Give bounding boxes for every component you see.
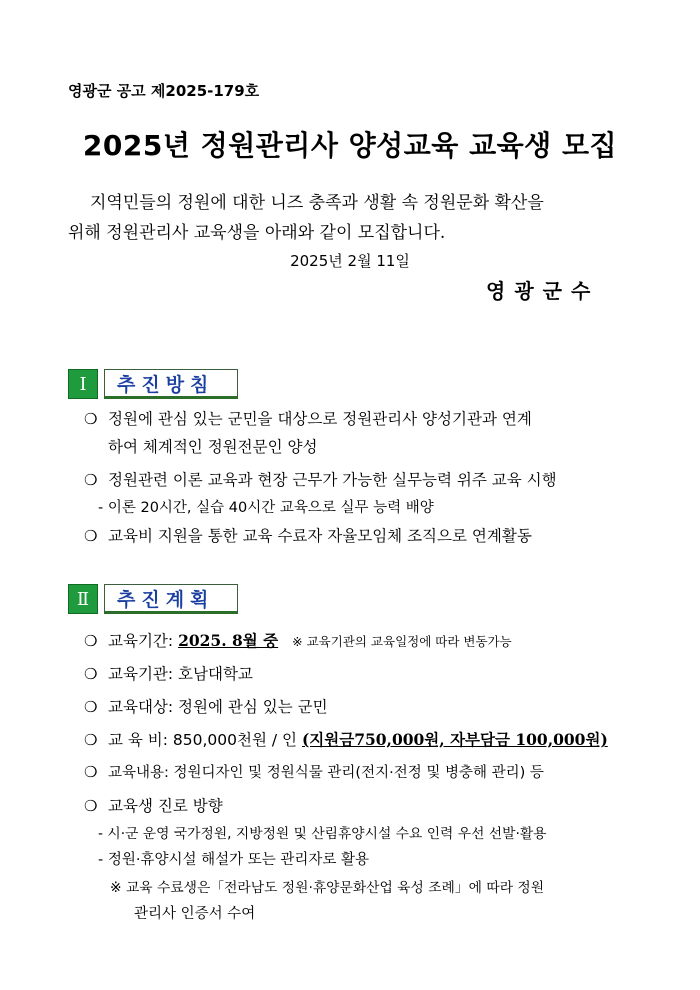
period-note: ※ 교육기관의 교육일정에 따라 변동가능	[292, 634, 512, 649]
intro-line-2: 위해 정원관리사 교육생을 아래와 같이 모집합니다.	[68, 223, 446, 243]
notice-number: 영광군 공고 제2025-179호	[68, 82, 260, 100]
period-value: 2025. 8월 중	[178, 631, 279, 650]
item-text: 교육생 진로 방향	[108, 797, 223, 815]
list-item	[84, 468, 557, 490]
item-continuation: 하여 체계적인 정원전문인 양성	[108, 438, 318, 456]
bullet-icon: ❍	[84, 763, 98, 781]
section-2-number: Ⅱ	[68, 584, 98, 614]
item-text: 정원에 관심 있는 군민을 대상으로 정원관리사 양성기관과 연계	[108, 410, 532, 428]
list-item-target	[84, 695, 328, 717]
list-item-path	[84, 794, 223, 816]
section-1-header	[68, 369, 238, 399]
item-text: 교육대상: 정원에 관심 있는 군민	[108, 698, 328, 716]
list-item	[84, 407, 532, 429]
reference-note: ※ 교육 수료생은「전라남도 정원·휴양문화산업 육성 조례」에 따라 정원	[110, 880, 545, 896]
reference-note-cont: 관리사 인증서 수여	[134, 906, 256, 922]
section-2-header	[68, 584, 238, 614]
sub-item: - 정원·휴양시설 해설가 또는 관리자로 활용	[98, 852, 370, 868]
bullet-icon: ❍	[84, 410, 98, 428]
item-text: 정원관련 이론 교육과 현장 근무가 가능한 실무능력 위주 교육 시행	[108, 471, 557, 489]
bullet-icon: ❍	[84, 632, 98, 650]
list-item-period	[84, 629, 512, 651]
item-text: 교육기관: 호남대학교	[108, 665, 253, 683]
list-item-content	[84, 761, 544, 782]
fee-detail: (지원금750,000원, 자부담금 100,000원)	[301, 730, 608, 749]
page-title: 2025년 정원관리사 양성교육 교육생 모집	[82, 129, 618, 162]
fee-label: 교 육 비: 850,000천원 / 인	[108, 731, 298, 749]
bullet-icon: ❍	[84, 797, 98, 815]
item-text: 교육내용: 정원디자인 및 정원식물 관리(전지·전정 및 병충해 관리) 등	[108, 765, 544, 781]
sub-item: - 시·군 운영 국가정원, 지방정원 및 산림휴양시설 수요 인력 우선 선발·활용	[98, 826, 547, 842]
period-label: 교육기간:	[108, 632, 174, 650]
signer: 영광군수	[486, 279, 600, 303]
bullet-icon: ❍	[84, 527, 98, 545]
bullet-icon: ❍	[84, 731, 98, 749]
notice-date: 2025년 2월 11일	[290, 252, 410, 270]
section-1-number: Ⅰ	[68, 369, 98, 399]
list-item-fee	[84, 728, 608, 750]
intro-line-1: 지역민들의 정원에 대한 니즈 충족과 생활 속 정원문화 확산을	[90, 193, 544, 213]
bullet-icon: ❍	[84, 471, 98, 489]
sub-item: - 이론 20시간, 실습 40시간 교육으로 실무 능력 배양	[98, 500, 434, 516]
bullet-icon: ❍	[84, 698, 98, 716]
section-2-title: 추진계획	[104, 584, 238, 614]
item-text: 교육비 지원을 통한 교육 수료자 자율모임체 조직으로 연계활동	[108, 527, 532, 545]
list-item-institution	[84, 662, 253, 684]
list-item	[84, 524, 532, 546]
section-1-title: 추진방침	[104, 369, 238, 399]
bullet-icon: ❍	[84, 665, 98, 683]
